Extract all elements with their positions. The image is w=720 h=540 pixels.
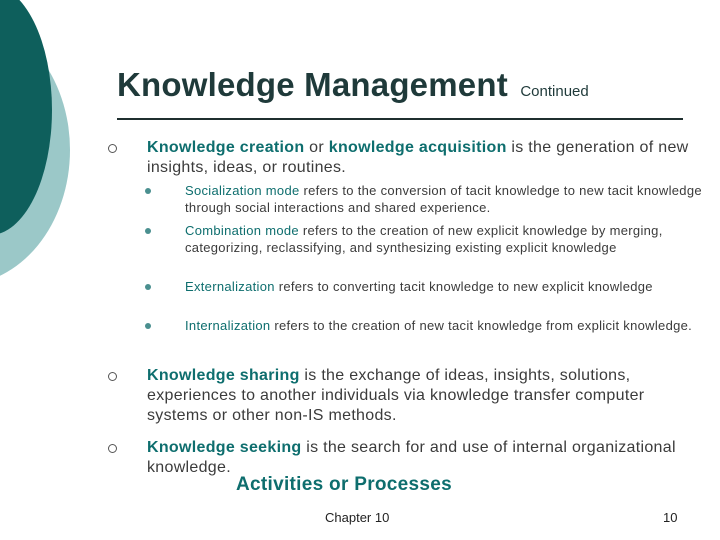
term-knowledge-creation: Knowledge creation: [147, 139, 305, 156]
dot-bullet-icon: [145, 188, 151, 194]
light-teal-shape: [0, 15, 70, 285]
bullet-text: [147, 138, 707, 178]
sub-bullet-description: refers to the creation of new explicit knowledge by merging, categorizing, reclassifying, and synthesizing existing explicit knowledge: [185, 223, 663, 255]
term-socialization: Socialization mode: [185, 183, 300, 198]
term-combination: Combination mode: [185, 223, 299, 238]
sub-bullet-description: refers to the creation of new tacit knowledge from explicit knowledge.: [270, 318, 693, 333]
title-main: Knowledge Management: [117, 66, 508, 103]
term-knowledge-seeking: Knowledge seeking: [147, 439, 302, 456]
term-externalization: Externalization: [185, 279, 275, 294]
bullet-description: is the search for and use of internal organizational knowledge.: [147, 439, 676, 476]
title-continued: Continued: [520, 83, 589, 100]
bullet-text: [147, 366, 707, 426]
hollow-bullet-icon: [108, 444, 117, 453]
sub-bullet-description: refers to converting tacit knowledge to new explicit knowledge: [274, 279, 653, 294]
sub-bullet-text: [185, 182, 705, 216]
sub-bullet-text: [185, 317, 705, 334]
activities-label: Activities or Processes: [236, 474, 453, 495]
page-number: 10: [663, 510, 678, 525]
dot-bullet-icon: [145, 323, 151, 329]
sub-bullet-text: [185, 222, 705, 256]
dot-bullet-icon: [145, 228, 151, 234]
title-underline: [117, 118, 683, 120]
bullet-text: [147, 438, 707, 478]
term-knowledge-sharing: Knowledge sharing: [147, 367, 300, 384]
bullet-description: is the generation of new insights, ideas, or routines.: [147, 139, 689, 176]
bullet-description: is the exchange of ideas, insights, solutions, experiences to another individuals via knowledge transfer computer systems or other non-IS methods.: [147, 367, 645, 424]
term-knowledge-acquisition: knowledge acquisition: [328, 139, 507, 156]
bullet-connector: or: [304, 139, 329, 156]
sub-bullet-description: refers to the conversion of tacit knowledge to new tacit knowledge through social interactions and shared experience.: [185, 183, 702, 215]
sub-bullet-text: [185, 278, 705, 295]
footer-chapter: Chapter 10: [325, 510, 390, 525]
dark-teal-shape: [0, 0, 52, 235]
slide-title: [117, 66, 697, 104]
hollow-bullet-icon: [108, 372, 117, 381]
hollow-bullet-icon: [108, 144, 117, 153]
term-internalization: Internalization: [185, 318, 271, 333]
dot-bullet-icon: [145, 284, 151, 290]
